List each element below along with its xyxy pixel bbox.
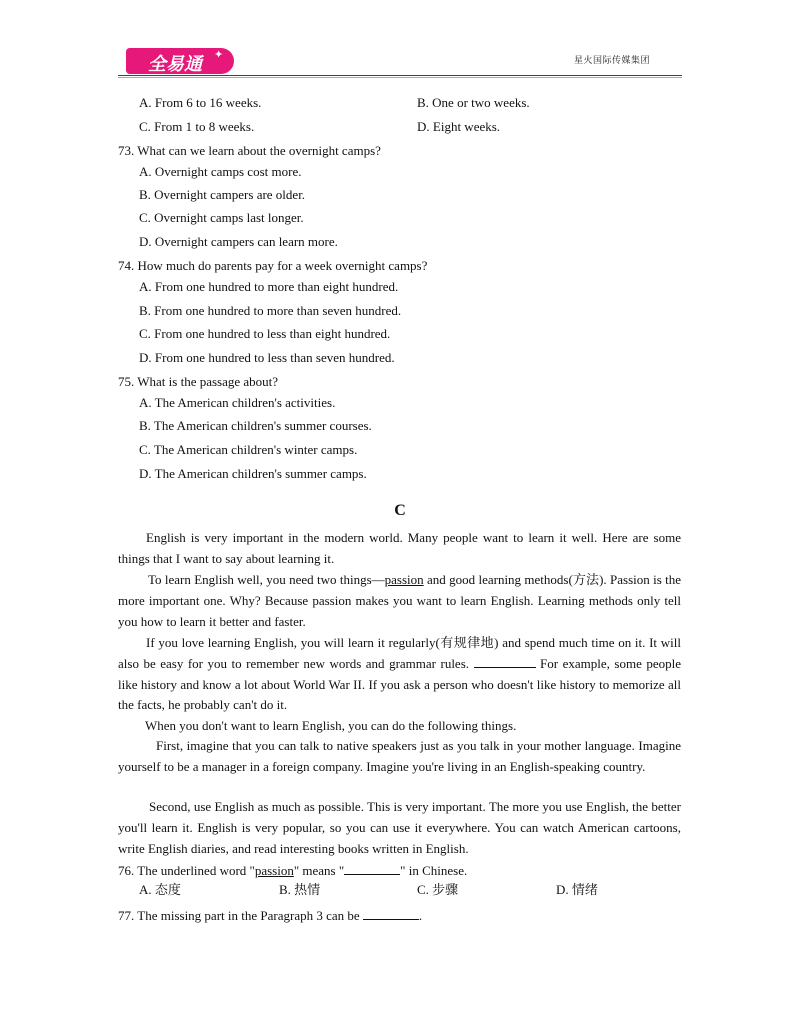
q72-option-d: D. Eight weeks.: [417, 119, 501, 134]
q73-option-c: C. Overnight camps last longer.: [139, 210, 304, 225]
q76-option-d: D. 情绪: [556, 882, 598, 897]
q74-option-d: D. From one hundred to less than seven hundred.: [139, 350, 395, 365]
q77-question: [118, 907, 422, 924]
passage-paragraph-3: [118, 633, 681, 716]
q73-option-d: D. Overnight campers can learn more.: [139, 234, 338, 249]
p2-text-after: and good learning methods(方法). Passion is the more important one. Why? Because passion makes you want to learn English. Learning methods only tell you how to learn it better and faster.: [118, 572, 681, 629]
brand-name: 星火国际传媒集团: [573, 56, 650, 66]
q75-option-b: B. The American children's summer courses.: [139, 418, 372, 433]
logo-text: 全易通: [148, 54, 202, 75]
q76-text-mid: " means ": [293, 863, 345, 878]
publisher-logo: [126, 48, 234, 74]
q75-question: 75. What is the passage about?: [118, 374, 279, 389]
q75-option-d: D. The American children's summer camps.: [139, 466, 367, 481]
logo-star-icon: ✦: [214, 48, 224, 61]
q77-text-after: .: [418, 908, 423, 923]
q74-option-b: B. From one hundred to more than seven hundred.: [139, 303, 402, 318]
header-rule-thin: [118, 77, 682, 78]
q72-option-b: B. One or two weeks.: [417, 95, 530, 110]
q76-option-b: B. 热情: [279, 882, 321, 897]
passage-paragraph-4: When you don't want to learn English, you can do the following things.: [145, 718, 517, 733]
p3-text-before: If you love learning English, you will learn it regularly(有规律地) and spend much time on it. It will also be easy for you to remember new words and grammar rules.: [118, 635, 681, 671]
q75-option-a: A. The American children's activities.: [139, 395, 336, 410]
p3-text-after: For example, some people like history and know a lot about World War II. If you ask a person who doesn't like history to memorize all the facts, he probably can't do it.: [118, 655, 682, 713]
underlined-word-passion: passion: [384, 572, 424, 587]
q76-question: [118, 862, 467, 879]
q74-question: 74. How much do parents pay for a week overnight camps?: [118, 258, 428, 273]
q74-option-a: A. From one hundred to more than eight hundred.: [139, 279, 399, 294]
q77-text-before: 77. The missing part in the Paragraph 3 can be: [118, 908, 363, 923]
q76-blank: [344, 862, 400, 875]
section-title: C: [394, 502, 406, 519]
q76-text-before: 76. The underlined word ": [118, 863, 255, 878]
q73-question: 73. What can we learn about the overnight camps?: [118, 143, 381, 158]
q76-option-c: C. 步骤: [417, 882, 459, 897]
passage-paragraph-5: First, imagine that you can talk to native speakers just as you talk in your mother language. Imagine yourself to be a manager in a foreign company. Imagine you're living in an English-speaking country.: [118, 738, 681, 774]
passage-paragraph-1: English is very important in the modern world. Many people want to learn it well. Here are some things that I want to say about learning it.: [118, 530, 681, 566]
page-header: [118, 44, 682, 76]
passage-paragraph-2: [118, 570, 681, 632]
q75-option-c: C. The American children's winter camps.: [139, 442, 358, 457]
q73-option-a: A. Overnight camps cost more.: [139, 164, 302, 179]
q76-underlined-word: passion: [254, 863, 294, 878]
q72-option-c: C. From 1 to 8 weeks.: [139, 119, 255, 134]
passage-paragraph-6: Second, use English as much as possible. This is very important. The more you use English, the better you'll learn it. English is very popular, so you can use it everywhere. You can watch American cartoons, write English diaries, and read interesting books written in English.: [118, 799, 681, 856]
header-rule: [118, 75, 682, 76]
q72-option-a: A. From 6 to 16 weeks.: [139, 95, 262, 110]
q76-text-after: " in Chinese.: [400, 863, 468, 878]
p3-missing-blank: [474, 655, 536, 668]
q73-option-b: B. Overnight campers are older.: [139, 187, 306, 202]
q76-option-a: A. 态度: [139, 882, 181, 897]
p2-text-before: To learn English well, you need two things—: [148, 572, 385, 587]
q74-option-c: C. From one hundred to less than eight hundred.: [139, 326, 391, 341]
q77-blank: [363, 907, 419, 920]
